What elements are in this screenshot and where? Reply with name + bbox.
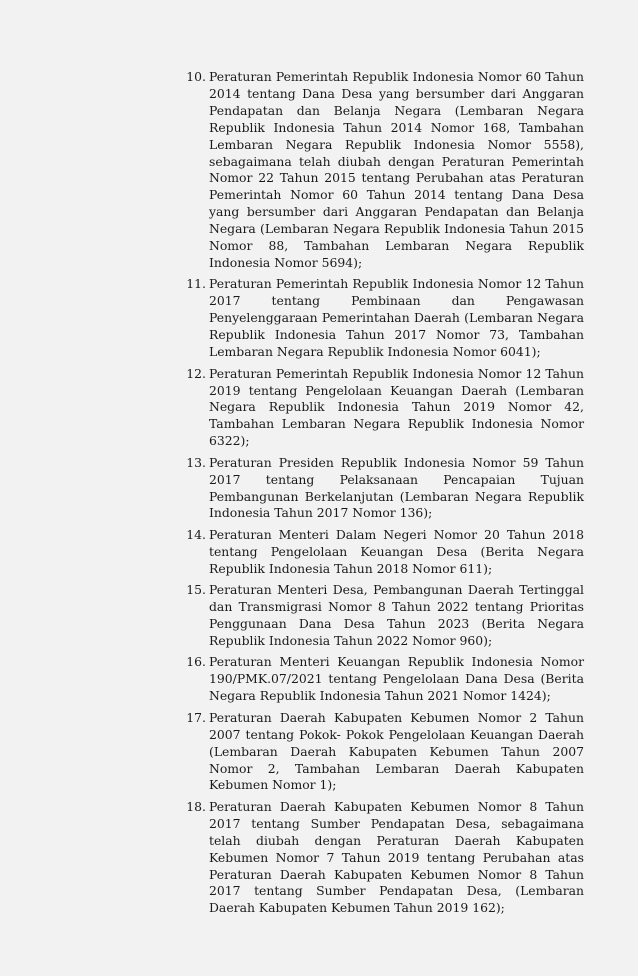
item-number: 16. <box>186 654 206 670</box>
item-text: Peraturan Menteri Keuangan Republik Indonesia Nomor 190/PMK.07/2021 tentang Pengelolaan Dana Desa (Berita Negara Republik Indonesia Tahun 2021 Nomor 1424); <box>209 654 584 704</box>
item-number: 15. <box>186 582 206 598</box>
list-item <box>176 799 584 917</box>
item-number: 10. <box>186 69 206 84</box>
list-item <box>176 582 584 650</box>
item-text: Peraturan Daerah Kabupaten Kebumen Nomor 2 Tahun 2007 tentang Pokok- Pokok Pengelolaan Keuangan Daerah (Lembaran Daerah Kabupaten Kebumen Tahun 2007 Nomor 2, Tambahan Lembaran Daerah Kabupaten Kebumen Nomor 1); <box>209 709 584 793</box>
item-number: 14. <box>186 526 206 542</box>
item-number: 17. <box>186 709 206 725</box>
item-text: Peraturan Presiden Republik Indonesia Nomor 59 Tahun 2017 tentang Pelaksanaan Pencapaian Tujuan Pembangunan Berkelanjutan (Lembaran Negara Republik Indonesia Tahun 2017 Nomor 136); <box>209 454 584 521</box>
item-number: 13. <box>186 454 206 470</box>
item-number: 12. <box>186 365 206 381</box>
list-item <box>176 654 584 705</box>
legal-basis-list <box>176 69 584 922</box>
list-item <box>176 710 584 795</box>
item-text: Peraturan Menteri Dalam Negeri Nomor 20 Tahun 2018 tentang Pengelolaan Keuangan Desa (Berita Negara Republik Indonesia Tahun 2018 Nomor 611); <box>209 526 584 576</box>
list-item <box>176 69 584 272</box>
list-item <box>176 276 584 361</box>
list-item <box>176 455 584 523</box>
item-text: Peraturan Pemerintah Republik Indonesia Nomor 12 Tahun 2017 tentang Pembinaan dan Pengawasan Penyelenggaraan Pemerintahan Daerah (Lembaran Negara Republik Indonesia Tahun 2017 Nomor 73, Tambahan Lembaran Negara Republik Indonesia Nomor 6041); <box>209 276 584 360</box>
item-text: Peraturan Daerah Kabupaten Kebumen Nomor 8 Tahun 2017 tentang Sumber Pendapatan Desa, sebagaimana telah diubah dengan Peraturan Daerah Kabupaten Kebumen Nomor 7 Tahun 2019 tentang Perubahan atas Peraturan Daerah Kabupaten Kebumen Nomor 8 Tahun 2017 tentang Sumber Pendapatan Desa, (Lembaran Daerah Kabupaten Kebumen Tahun 2019 162); <box>209 798 584 916</box>
list-item <box>176 527 584 578</box>
item-number: 18. <box>186 798 206 814</box>
item-text: Peraturan Pemerintah Republik Indonesia Nomor 12 Tahun 2019 tentang Pengelolaan Keuangan Daerah (Lembaran Negara Republik Indonesia Tahun 2019 Nomor 42, Tambahan Lembaran Negara Republik Indonesia Nomor 6322); <box>209 365 584 449</box>
item-number: 11. <box>186 276 206 292</box>
item-text: Peraturan Menteri Desa, Pembangunan Daerah Tertinggal dan Transmigrasi Nomor 8 Tahun 2022 tentang Prioritas Penggunaan Dana Desa Tahun 2023 (Berita Negara Republik Indonesia Tahun 2022 Nomor 960); <box>209 582 584 648</box>
item-text: Peraturan Pemerintah Republik Indonesia Nomor 60 Tahun 2014 tentang Dana Desa yang bersumber dari Anggaran Pendapatan dan Belanja Negara (Lembaran Negara Republik Indonesia Tahun 2014 Nomor 168, Tambahan Lembaran Negara Republik Indonesia Nomor 5558), sebagaimana telah diubah dengan Peraturan Pemerintah Nomor 22 Tahun 2015 tentang Perubahan atas Peraturan Pemerintah Nomor 60 Tahun 2014 tentang Dana Desa yang bersumber dari Anggaran Pendapatan dan Belanja Negara (Lembaran Negara Republik Indonesia Tahun 2015 Nomor 88, Tambahan Lembaran Negara Republik Indonesia Nomor 5694); <box>209 69 584 270</box>
list-item <box>176 366 584 451</box>
